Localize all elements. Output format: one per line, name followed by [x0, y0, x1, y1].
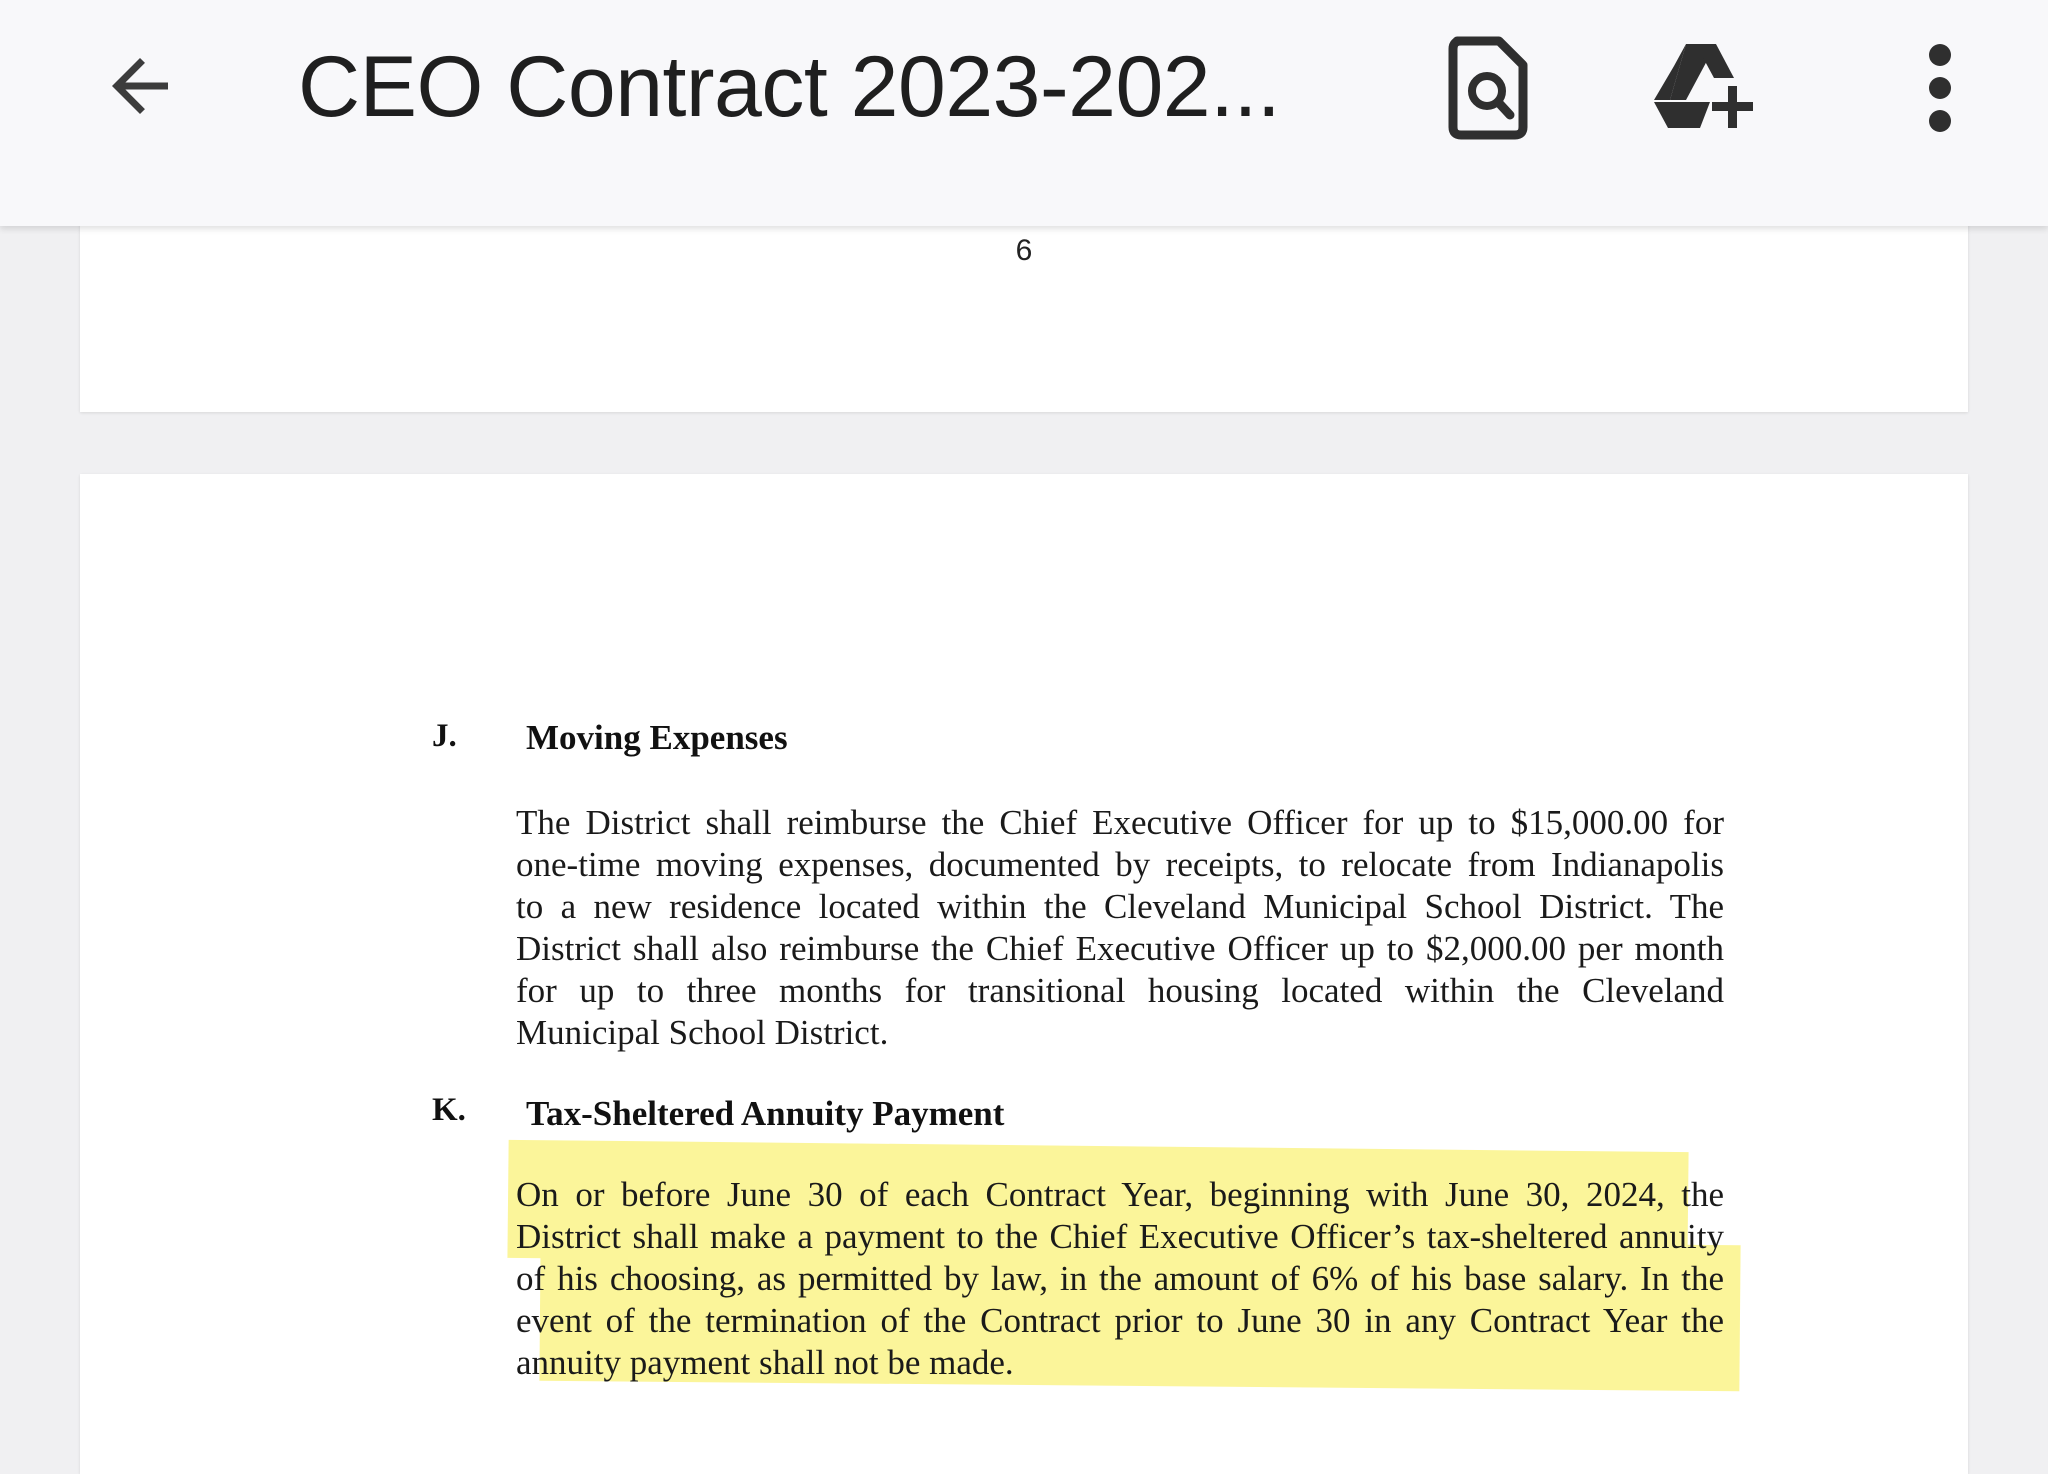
section-heading-moving-expenses: Moving Expenses: [526, 718, 788, 757]
text-line: for up to three months for transitional housing located within the Cleveland: [516, 971, 1724, 1010]
section-letter-k: K.: [432, 1092, 466, 1128]
section-k-paragraph: [516, 1174, 1724, 1384]
arrow-back-icon: [98, 44, 182, 133]
text-line: Municipal School District.: [516, 1013, 889, 1052]
find-in-page-button[interactable]: [1430, 32, 1546, 148]
text-line: to a new residence located within the Cleveland Municipal School District. The: [516, 887, 1724, 926]
text-line: On or before June 30 of each Contract Year, beginning with June 30, 2024, the: [516, 1175, 1724, 1214]
section-j-paragraph: [516, 802, 1724, 1054]
text-line: District shall make a payment to the Chief Executive Officer’s tax-sheltered annuity: [516, 1217, 1724, 1256]
document-title: CEO Contract 2023-202...: [298, 39, 1281, 135]
text-line: annuity payment shall not be made.: [516, 1343, 1014, 1382]
text-line: one-time moving expenses, documented by receipts, to relocate from Indianapolis: [516, 845, 1724, 884]
find-in-page-icon: [1443, 35, 1533, 146]
section-heading-tax-sheltered-annuity: Tax-Sheltered Annuity Payment: [526, 1094, 1005, 1133]
more-vert-icon: [1925, 43, 1955, 138]
add-to-drive-button[interactable]: [1650, 32, 1766, 148]
top-app-bar: [0, 0, 2048, 226]
page-number: 6: [1015, 234, 1033, 267]
more-options-button[interactable]: [1882, 32, 1998, 148]
text-line: of his choosing, as permitted by law, in the amount of 6% of his base salary. In the: [516, 1259, 1724, 1298]
text-line: The District shall reimburse the Chief Executive Officer for up to $15,000.00 for: [516, 803, 1724, 842]
text-line: event of the termination of the Contract prior to June 30 in any Contract Year the: [516, 1301, 1724, 1340]
text-line: District shall also reimburse the Chief Executive Officer up to $2,000.00 per month: [516, 929, 1724, 968]
section-letter-j: J.: [432, 718, 457, 754]
back-button[interactable]: [88, 36, 192, 140]
add-to-drive-icon: [1650, 40, 1766, 141]
